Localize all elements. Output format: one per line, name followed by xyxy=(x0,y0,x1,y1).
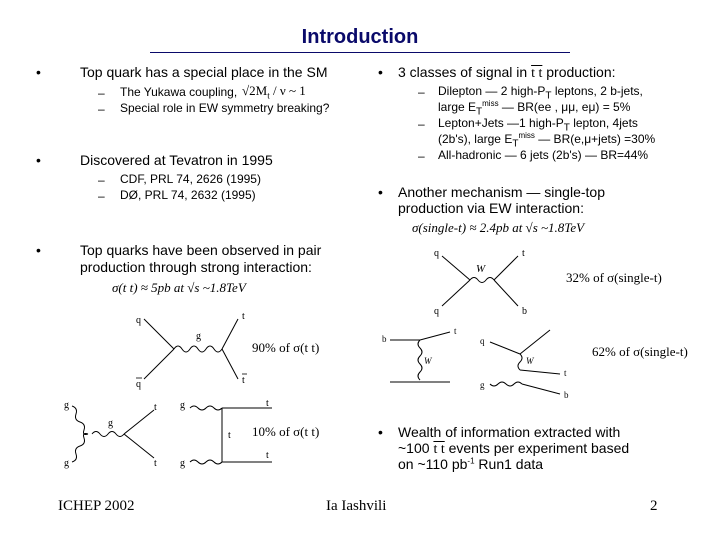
dash: – xyxy=(98,86,105,100)
right-item-1b xyxy=(438,99,630,117)
gluon-in-2 xyxy=(72,434,88,463)
right-item-2b xyxy=(438,131,655,149)
qq-annihilation-diagram xyxy=(130,305,360,395)
label-b: b xyxy=(382,334,387,344)
bbar-line xyxy=(494,280,518,306)
right-item-2-text: Lepton+Jets —1 high-P xyxy=(438,116,564,130)
sub-t: T xyxy=(512,138,519,150)
left-bullet-3-line1: Top quarks have been observed in pair xyxy=(80,242,322,258)
label-tbar: t xyxy=(242,375,245,386)
right-item-1-tail: leptons, 2 b-jets, xyxy=(551,84,643,98)
right-b3-lumi: on ~110 pb xyxy=(398,456,468,472)
label-t: t xyxy=(266,450,269,461)
bullet-dot: • xyxy=(378,424,383,440)
right-bullet-1 xyxy=(398,64,616,82)
dash: – xyxy=(418,85,425,99)
gluon-in-1 xyxy=(72,406,88,435)
right-bullet-2-line1: Another mechanism — single-top xyxy=(398,184,605,200)
bullet-dot: • xyxy=(36,152,41,168)
sub-t: T xyxy=(563,122,570,134)
right-item-3: All-hadronic — 6 jets (2b's) — BR=44% xyxy=(438,148,649,162)
footer-author: Ia Iashvili xyxy=(326,498,387,514)
left-b1-item-2: Special role in EW symmetry breaking? xyxy=(120,101,330,115)
sigma-tt-equation: σ(t t) ≈ 5pb at √s ~1.8TeV xyxy=(112,280,246,295)
label-t: t xyxy=(454,326,457,336)
right-item-1b-text: large E xyxy=(438,100,477,114)
right-bullet-3-line1: Wealth of information extracted with xyxy=(398,424,621,440)
left-bullet-2: Discovered at Tevatron in 1995 xyxy=(80,152,273,168)
label-t: t xyxy=(154,402,157,413)
label-t: t xyxy=(242,311,245,322)
label-w: W xyxy=(424,356,432,366)
right-b3-count: ~100 xyxy=(398,440,430,456)
right-b1-tt: t t xyxy=(531,66,543,81)
label-q: q xyxy=(480,336,485,346)
label-g: g xyxy=(196,331,201,342)
qq-fraction: 90% of σ(t t) xyxy=(252,340,320,355)
gg-fraction: 10% of σ(t t) xyxy=(252,424,320,439)
antitop-line xyxy=(124,434,154,458)
q-prime-line xyxy=(520,330,550,354)
gluon-propagator xyxy=(174,346,222,352)
label-b: b xyxy=(522,306,527,317)
antiquark-line xyxy=(144,349,174,379)
top-line xyxy=(124,410,154,434)
quark-line xyxy=(442,256,470,280)
top-line xyxy=(420,332,450,340)
label-g: g xyxy=(180,400,185,411)
label-w: W xyxy=(476,263,486,275)
bullet-dot: • xyxy=(36,64,41,80)
antiquark-line xyxy=(442,280,470,306)
w-propagator xyxy=(518,354,522,370)
footer-page-number: 2 xyxy=(650,498,658,514)
label-w: W xyxy=(526,356,534,366)
label-t: t xyxy=(154,458,157,469)
q-line xyxy=(490,342,520,354)
t-channel-fraction: 62% of σ(single-t) xyxy=(592,344,688,359)
right-b1-post: production: xyxy=(546,64,616,80)
label-t: t xyxy=(564,368,567,378)
label-g: g xyxy=(64,400,69,411)
sup-miss: miss xyxy=(518,131,535,140)
label-q: q xyxy=(136,315,141,326)
label-g: g xyxy=(480,380,485,390)
right-item-2b-text: (2b's), large E xyxy=(438,132,513,146)
left-b2-item-2: DØ, PRL 74, 2632 (1995) xyxy=(120,188,256,202)
top-line xyxy=(520,370,560,374)
yukawa-equation: $√2M_t$ / ν ~ 1 xyxy=(242,83,306,101)
title-underline xyxy=(150,52,570,53)
dash: – xyxy=(98,189,105,203)
dash: – xyxy=(98,102,105,116)
w-propagator xyxy=(418,340,422,380)
top-line xyxy=(494,256,518,280)
left-bullet-1: Top quark has a special place in the SM xyxy=(80,64,328,80)
label-g: g xyxy=(180,458,185,469)
dash: – xyxy=(418,149,425,163)
bullet-dot: • xyxy=(378,184,383,200)
right-b3-line2-post: events per experiment based xyxy=(448,440,630,456)
right-item-1b-tail: — BR(ee , μμ, eμ) = 5% xyxy=(498,100,631,114)
dash: – xyxy=(98,173,105,187)
label-g: g xyxy=(108,418,113,429)
sub-t: T xyxy=(545,90,552,102)
t-channel-diagram xyxy=(380,322,580,402)
yukawa-eq-tail: / ν ~ 1 xyxy=(272,83,306,98)
top-line xyxy=(222,319,238,349)
sup-inv: -1 xyxy=(467,456,475,466)
dash: – xyxy=(418,117,425,131)
right-item-2-tail: lepton, 4jets xyxy=(569,116,638,130)
b-line xyxy=(522,384,560,394)
bullet-dot: • xyxy=(378,64,383,80)
s-channel-fraction: 32% of σ(single-t) xyxy=(566,270,662,285)
gluon-line xyxy=(490,382,522,386)
w-propagator xyxy=(470,278,494,283)
gluon-in-2 xyxy=(190,460,222,464)
right-b3-tt: t t xyxy=(433,442,445,457)
label-t: t xyxy=(228,430,231,441)
bullet-dot: • xyxy=(36,242,41,258)
quark-line xyxy=(144,319,174,349)
slide-title: Introduction xyxy=(301,26,419,48)
label-q: q xyxy=(434,248,439,259)
sub-t: T xyxy=(476,106,483,118)
s-channel-diagram xyxy=(430,244,540,320)
label-qbar: q xyxy=(136,379,141,390)
sigma-single-equation: σ(single-t) ≈ 2.4pb at √s ~1.8TeV xyxy=(412,220,585,235)
left-b2-item-1: CDF, PRL 74, 2626 (1995) xyxy=(120,172,261,186)
label-b: b xyxy=(564,390,569,400)
right-bullet-2-line2: production via EW interaction: xyxy=(398,200,584,216)
label-t: t xyxy=(522,248,525,259)
yukawa-eq-head: √2M xyxy=(242,83,268,98)
label-qbar: q xyxy=(434,306,439,317)
label-t: t xyxy=(266,398,269,409)
right-bullet-3-line3 xyxy=(398,456,543,472)
footer-conference: ICHEP 2002 xyxy=(58,498,135,514)
left-b1-item-1: The Yukawa coupling, xyxy=(120,85,238,99)
antitop-line xyxy=(222,349,238,379)
right-item-2b-tail: — BR(e,μ+jets) =30% xyxy=(534,132,656,146)
sup-miss: miss xyxy=(482,99,499,108)
label-g: g xyxy=(64,458,69,469)
right-b1-pre: 3 classes of signal in xyxy=(398,64,528,80)
left-bullet-3-line2: production through strong interaction: xyxy=(80,259,312,275)
right-item-1-text: Dilepton — 2 high-P xyxy=(438,84,546,98)
gluon-in-1 xyxy=(190,406,222,410)
right-b3-line3-post: Run1 data xyxy=(474,456,544,472)
gluon-propagator xyxy=(92,432,124,437)
